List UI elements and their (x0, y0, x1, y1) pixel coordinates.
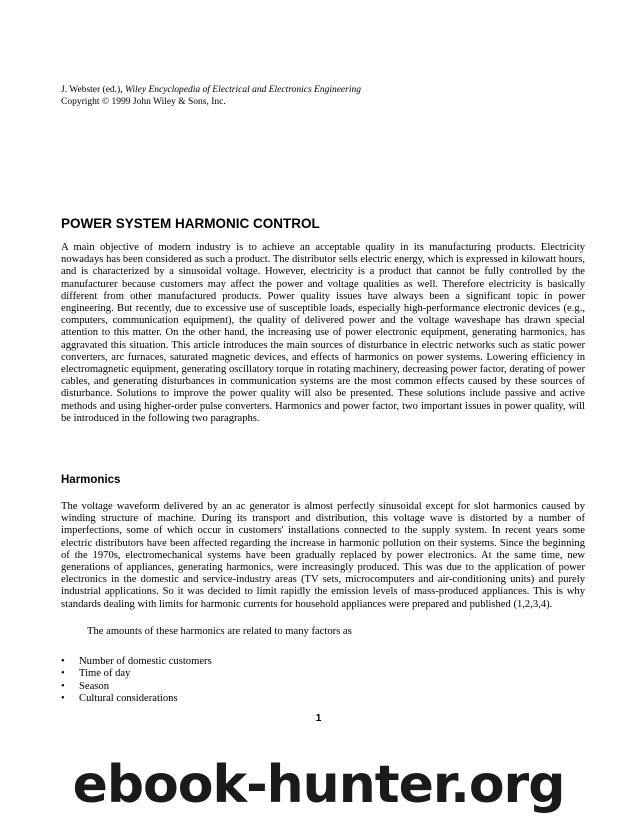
list-item: • Season (61, 680, 110, 692)
list-item: • Time of day (61, 668, 131, 680)
section-heading-harmonics: Harmonics (61, 474, 121, 486)
bullet-icon: • (61, 656, 65, 667)
article-title: POWER SYSTEM HARMONIC CONTROL (61, 216, 320, 231)
bullet-icon: • (61, 668, 65, 680)
list-item: • Number of domestic customers (61, 656, 212, 667)
page-number: 1 (315, 713, 322, 724)
bullet-icon: • (61, 693, 65, 705)
list-item: • Cultural considerations (61, 693, 178, 705)
factors-list (61, 656, 212, 706)
citation-block (61, 84, 581, 108)
watermark: ebook-hunter.org (72, 755, 565, 815)
citation-source (61, 84, 581, 96)
harmonics-paragraph-1: The voltage waveform delivered by an ac generator is almost perfectly sinusoidal except for slot harmonics caused by winding structure of machine. During its transport and distribution, this voltage wave is distorted by a number of imperfections, some of which occur in customers' installations connected to the supply system. In recent years some electric distributors have been affected regarding the increase in harmonic pollution on their systems. Since the beginning of the 1970s, electromechanical systems have been gradually replaced by power electronics. At the same time, new generations of appliances, generating harmonics, were increasingly produced. This was due to the application of power electronics in the domestic and service-industry areas (TV sets, microcomputers and air-conditioning units) and purely industrial applications. So it was decided to limit rapidly the emission levels of mass-produced appliances. This is why standards dealing with limits for harmonic currents for household appliances were prepared and published (1,2,3,4). (61, 501, 585, 610)
citation-copyright: Copyright © 1999 John Wiley & Sons, Inc. (61, 97, 226, 107)
citation-book-title: Wiley Encyclopedia of Electrical and Electronics Engineering (124, 85, 361, 95)
bullet-icon: • (61, 680, 65, 692)
intro-paragraph: A main objective of modern industry is to achieve an acceptable quality in its manufacturing products. Electricity nowadays has been considered as such a product. The distributor sells electric energy, which is expressed in kilowatt hours, and is characterized by a sinusoidal voltage. However, electricity is a product that cannot be fully controlled by the manufacturer because customers may affect the power and voltage qualities as well. Therefore electricity is basically different from other manufactured products. Power quality issues have always been a significant topic in power engineering. But recently, due to excessive use of susceptible loads, especially high-performance electronic devices (e.g., computers, communication equipment), the quality of delivered power and the voltage waveshape has drawn special attention to this matter. On the other hand, the increasing use of power electronic equipment, generating harmonics, has aggravated this situation. This article introduces the main sources of disturbance in electric networks such as static power converters, arc furnaces, saturated magnetic devices, and effects of harmonics on power systems. Lowering efficiency in electromagnetic equipment, generating oscillatory torque in rotating machinery, decreasing power factor, derating of power cables, and generating disturbances in communication systems are the most common effects caused by these sources of disturbance. Solutions to improve the power quality will also be presented. These solutions include passive and active methods and using higher-order pulse converters. Harmonics and power factor, two important issues in power quality, will be introduced in the following two paragraphs. (61, 242, 585, 424)
citation-editor: J. Webster (ed.), (61, 85, 125, 95)
harmonics-paragraph-2: The amounts of these harmonics are related to many factors as (87, 626, 352, 637)
